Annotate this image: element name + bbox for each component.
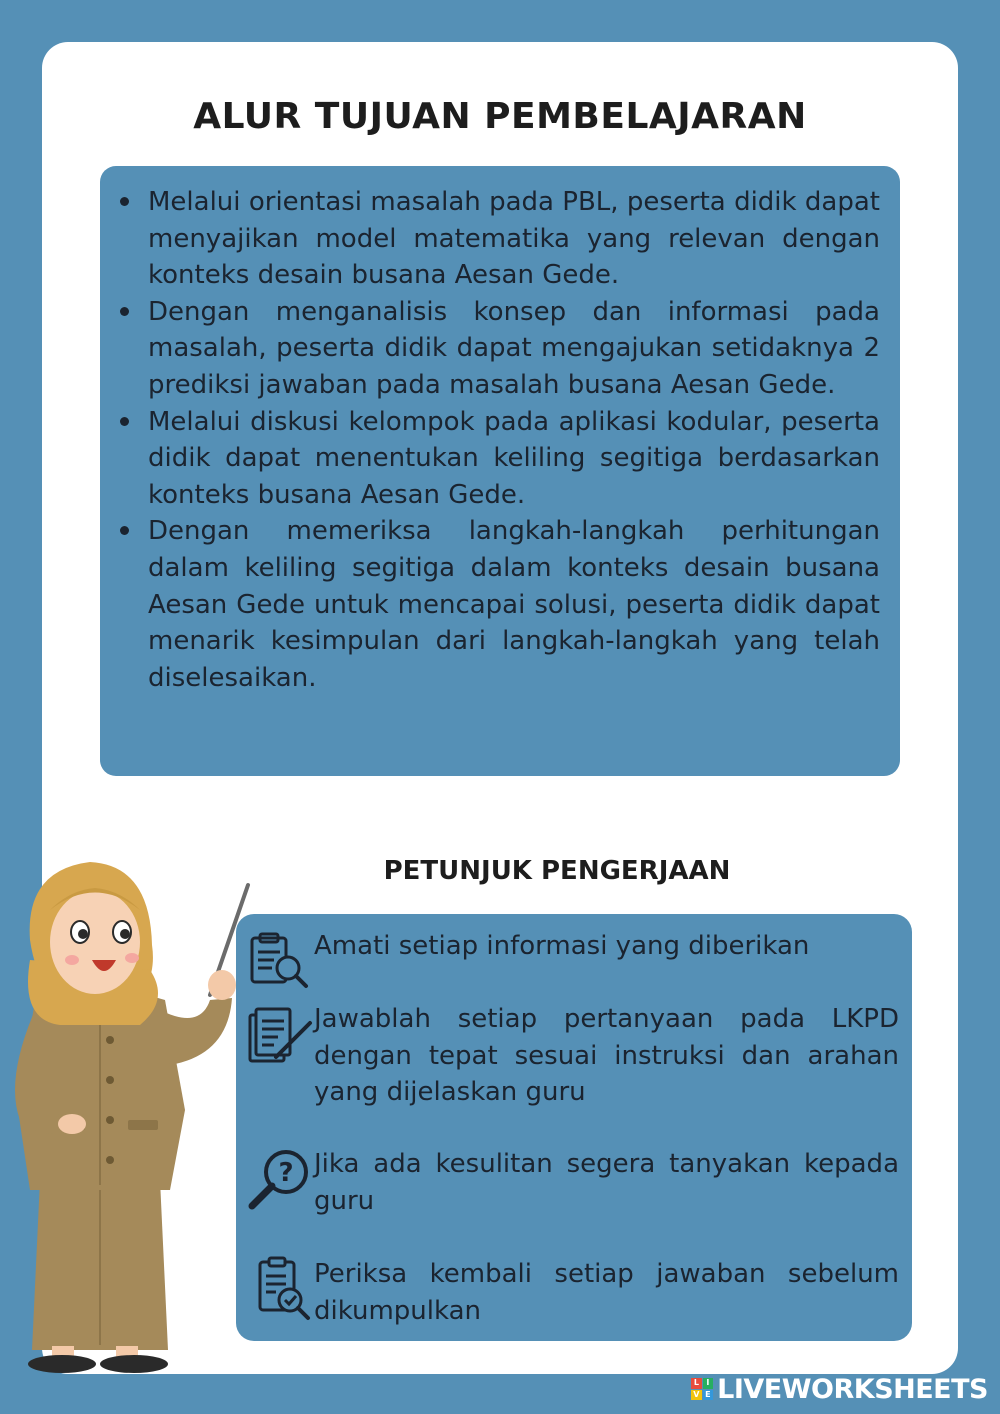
question-magnifier-icon	[246, 1146, 314, 1214]
liveworksheets-brand	[691, 1374, 988, 1404]
instruction-text: Amati setiap informasi yang diberikan	[314, 931, 810, 961]
document-pen-icon	[246, 1001, 314, 1069]
svg-text:?: ?	[278, 1158, 294, 1188]
teacher-illustration	[0, 850, 270, 1380]
instruction-text: Jika ada kesulitan segera tanyakan kepada guru	[314, 1149, 899, 1216]
page-title: ALUR TUJUAN PEMBELAJARAN	[193, 96, 807, 137]
instructions-title: PETUNJUK PENGERJAAN	[383, 856, 731, 886]
instruction-text: Periksa kembali setiap jawaban sebelum dikumpulkan	[314, 1259, 899, 1326]
goal-item: Melalui diskusi kelompok pada aplikasi kodular, peserta didik dapat menentukan keliling segitiga berdasarkan konteks busana Aesan Gede.	[148, 404, 880, 514]
brand-name: LIVEWORKSHEETS	[717, 1373, 988, 1405]
instructions-box	[236, 914, 912, 1341]
goal-item: Dengan menganalisis konsep dan informasi pada masalah, peserta didik dapat mengajukan setidaknya 2 prediksi jawaban pada masalah busana Aesan Gede.	[148, 294, 880, 404]
document-search-icon	[246, 928, 314, 996]
clipboard-check-icon	[246, 1256, 314, 1324]
instruction-text: Jawablah setiap pertanyaan pada LKPD dengan tepat sesuai instruksi dan arahan yang dijelaskan guru	[314, 1004, 899, 1108]
learning-goals-list	[148, 184, 880, 696]
learning-goals-box	[100, 166, 900, 776]
goal-item: Dengan memeriksa langkah-langkah perhitungan dalam keliling segitiga dalam konteks desain busana Aesan Gede untuk mencapai solusi, peserta didik dapat menarik kesimpulan dari langkah-langkah yang telah diselesaikan.	[148, 513, 880, 696]
liveworksheets-logo: L I V E	[691, 1378, 713, 1400]
goal-item: Melalui orientasi masalah pada PBL, peserta didik dapat menyajikan model matematika yang relevan dengan konteks desain busana Aesan Gede.	[148, 184, 880, 294]
